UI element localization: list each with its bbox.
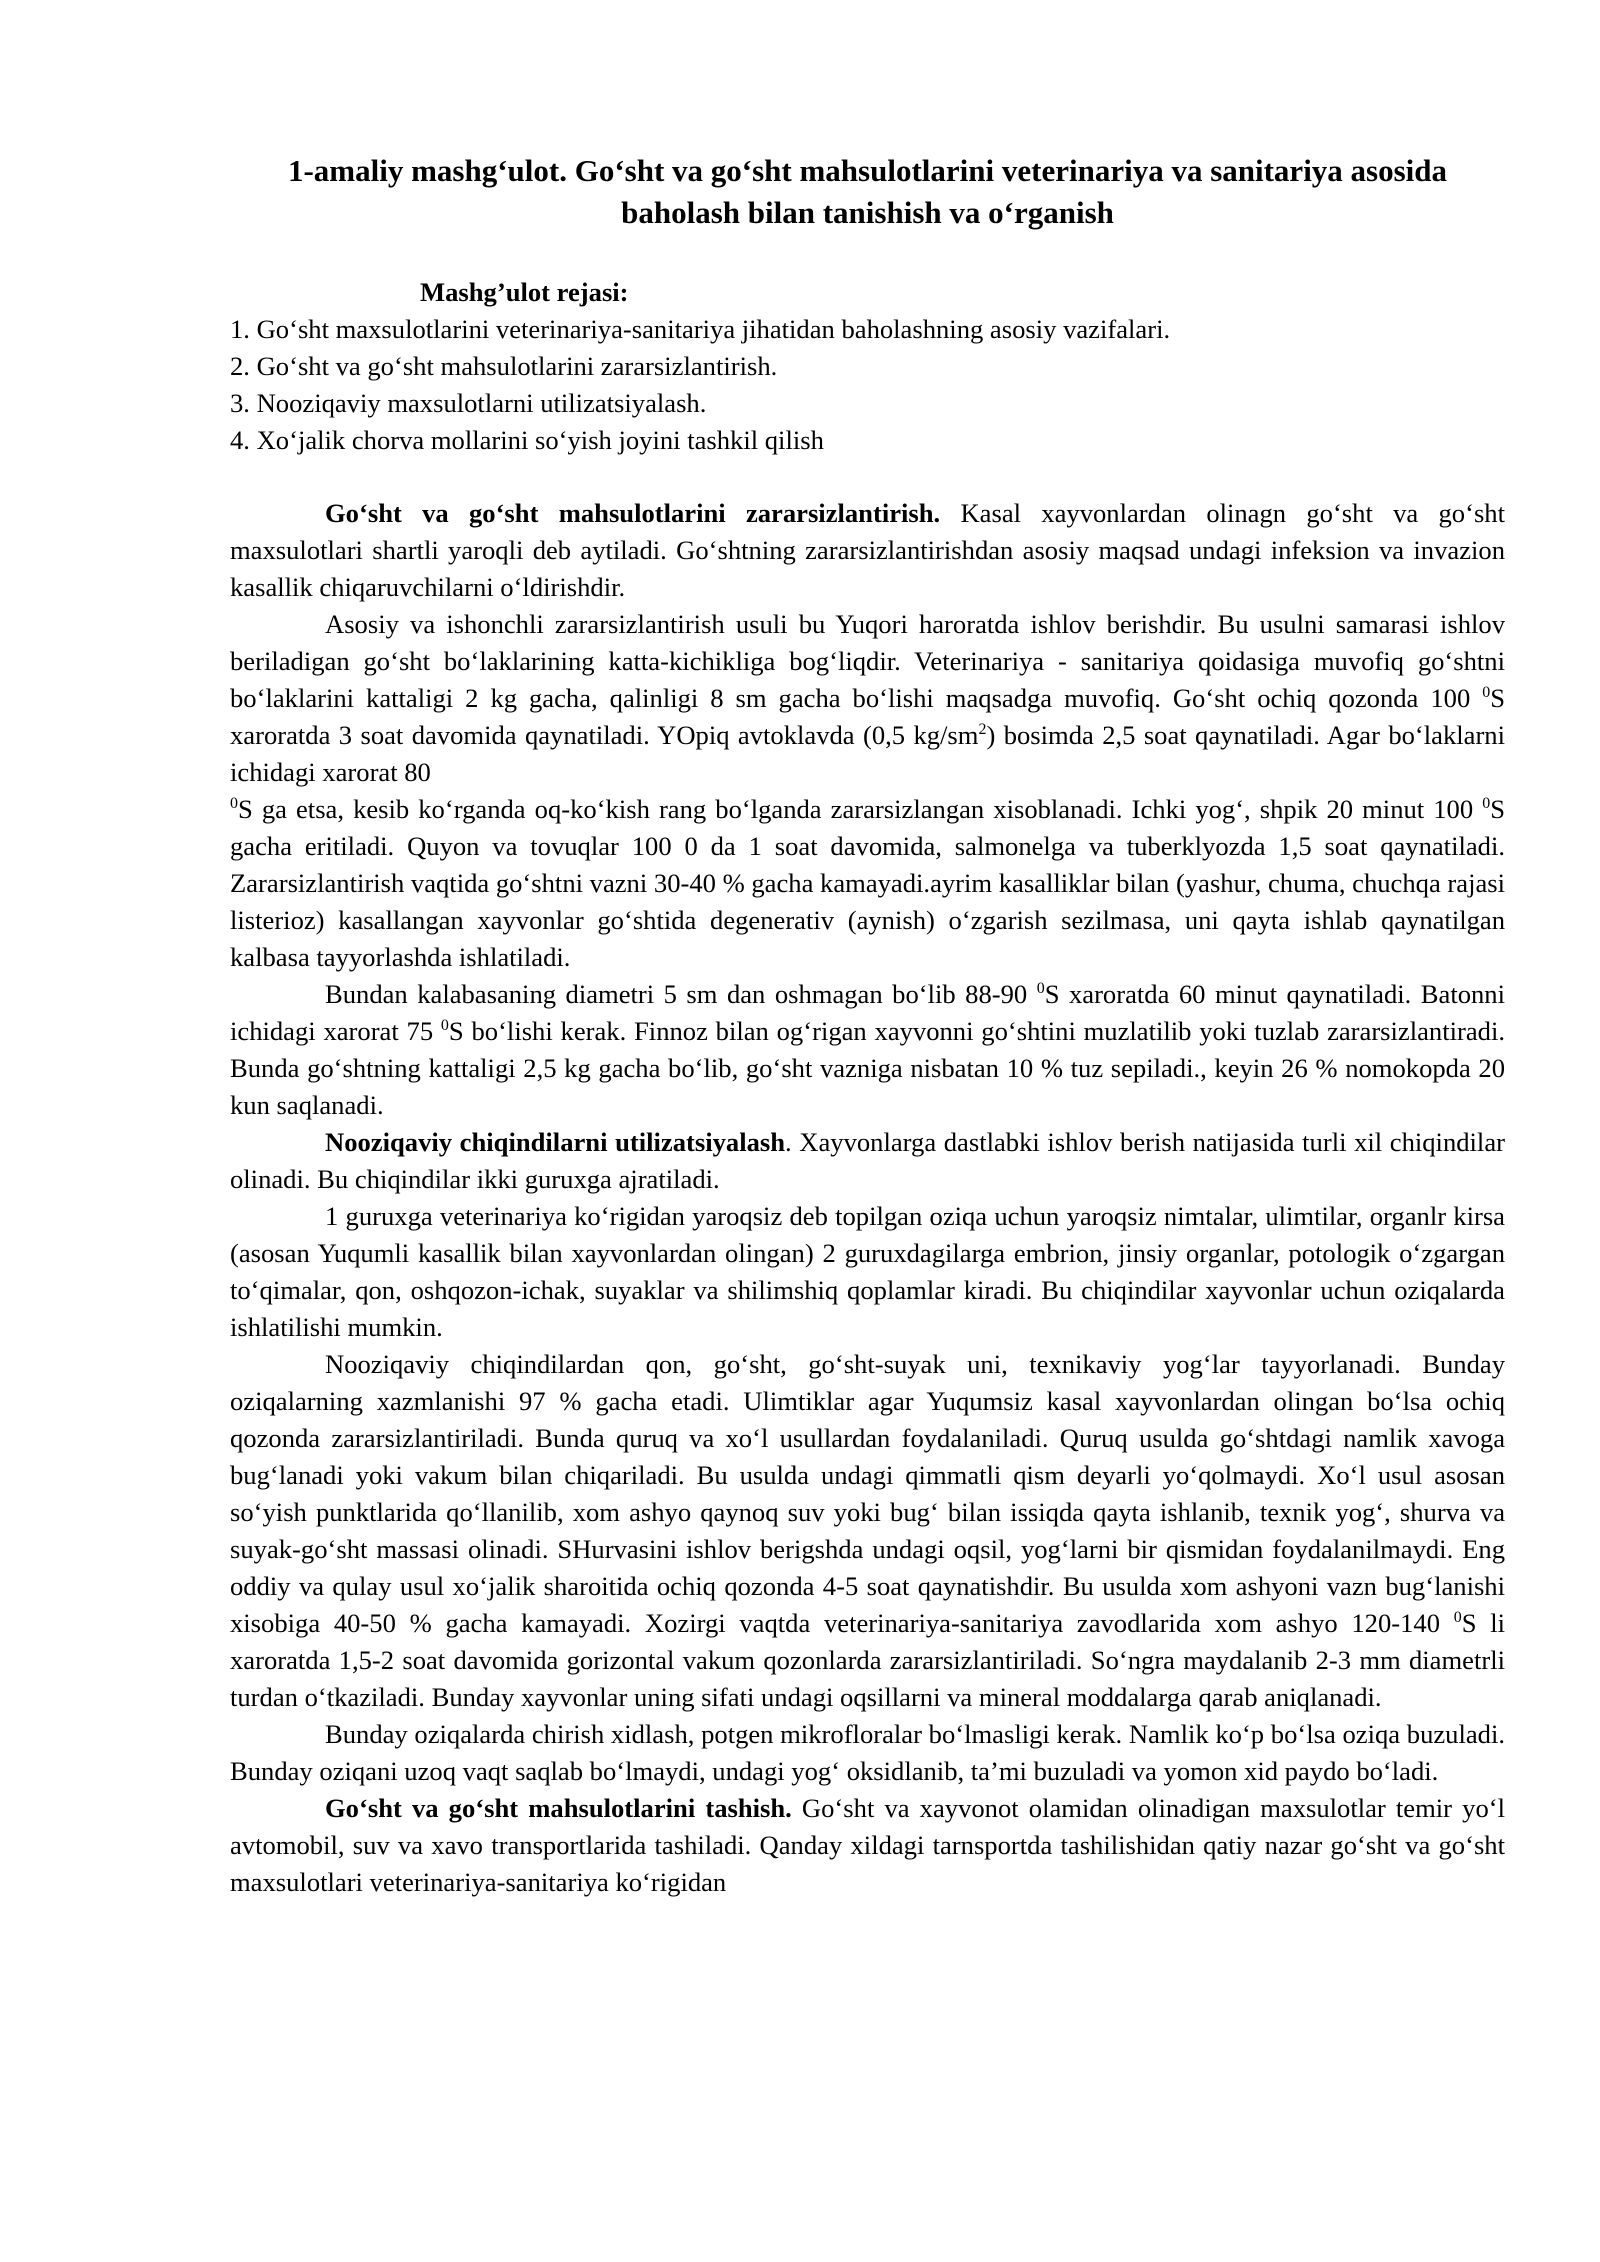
plan-item: 1. Go‘sht maxsulotlarini veterinariya-sanitariya jihatidan baholashning asosiy vazifalari. — [230, 314, 1171, 344]
degree-mark: 0 — [440, 1017, 449, 1035]
paragraph-text: . Xayvonlarga dastlabki ishlov berish natijasida turli xil chiqindilar olinadi. Bu chiqindilar ikki guruxga ajratiladi. — [230, 1127, 1505, 1194]
document-title: 1-amaliy mashg‘ulot. Go‘sht va go‘sht mahsulotlarini veterinariya va sanitariya asosida baholash bilan tanishish va o‘rganish — [287, 153, 1448, 230]
paragraph-storage: Bunday oziqalarda chirish xidlash, potgen mikrofloralar bo‘lmasligi kerak. Namlik ko‘p bo‘lsa oziqa buzuladi. Bunday oziqani uzoq vaqt saqlab bo‘lmaydi, undagi yog‘ oksidlanib, ta’mi buzuladi va yomon xid paydo bo‘ladi. — [230, 1719, 1505, 1786]
degree-mark: 0 — [230, 795, 238, 813]
paragraph-text: Go‘sht va xayvonot olamidan olinadigan maxsulotlar temir yo‘l avtomobil, suv va xavo transportlarida tashiladi. Qanday xildagi tarnsportda tashilishidan qatiy nazar go‘sht va go‘sht maxsulotlari veterinariya-sanitariya ko‘rigidan — [230, 1793, 1505, 1897]
paragraph-text: S xaroratda 60 minut qaynatiladi. Batonni ichidagi xarorat 75 — [230, 979, 1505, 1046]
paragraph-text: S xaroratda 3 soat davomida qaynatiladi. YOpiq avtoklavda (0,5 kg/sm — [230, 683, 1505, 750]
paragraph-feeds — [230, 1346, 1505, 1716]
paragraph-disinfection — [230, 495, 1505, 606]
paragraph-text: S bo‘lishi kerak. Finnoz bilan og‘rigan xayvonni go‘shtini muzlatilib yoki tuzlab zararsizlantiradi. Bunda go‘shtning kattaligi 2,5 kg gacha bo‘lib, go‘sht vazniga nisbatan 10 % tuz sepiladi., keyin 26 % nomokopda 20 kun saqlanadi. — [230, 1016, 1505, 1120]
plan-item: 3. Nooziqaviy maxsulotlarni utilizatsiyalash. — [230, 388, 707, 418]
plan-item: 4. Xo‘jalik chorva mollarini so‘yish joyini tashkil qilish — [230, 425, 824, 455]
paragraph-heat-treatment — [230, 606, 1505, 976]
paragraph-groups: 1 guruxga veterinariya ko‘rigidan yaroqsiz deb topilgan oziqa uchun yaroqsiz nimtalar, ulimtilar, organlr kirsa (asosan Yuqumli kasallik bilan xayvonlardan olingan) 2 guruxdagilarga embrion, jinsiy organlar, potologik o‘zgargan to‘qimalar, qon, oshqozon-ichak, suyaklar va shilimshiq qoplamlar kiradi. Bu chiqindilar xayvonlar uchun oziqalarda ishlatilishi mumkin. — [230, 1201, 1505, 1342]
paragraph-text: Asosiy va ishonchli zararsizlantirish usuli bu Yuqori haroratda ishlov berishdir. Bu usulni samarasi ishlov beriladigan go‘sht bo‘laklarining katta-kichikliga bog‘liqdir. Veterinariya - sanitariya qoidasiga muvofiq go‘shtni bo‘laklarini kattaligi 2 kg gacha, qalinligi 8 sm gacha bo‘lishi maqsadga muvofiq. Go‘sht ochiq qozonda 100 — [230, 609, 1505, 713]
squared-mark: 2 — [978, 721, 987, 739]
section-heading-utilization: Nooziqaviy chiqindilarni utilizatsiyalash — [325, 1127, 786, 1157]
degree-mark: 0 — [1036, 980, 1045, 998]
spacer — [230, 459, 1505, 495]
section-heading-transport: Go‘sht va go‘sht mahsulotlarini tashish. — [325, 1793, 792, 1823]
paragraph-text: Nooziqaviy chiqindilardan qon, go‘sht, go‘sht-suyak uni, texnikaviy yog‘lar tayyorlanadi. Bunday oziqalarning xazmlanishi 97 % gacha etadi. Ulimtiklar agar Yuqumsiz kasal xayvonlardan olingan bo‘lsa ochiq qozonda zararsizlantiriladi. Bunda quruq va xo‘l usullardan foydalaniladi. Quruq usulda go‘shtdagi namlik xavoga bug‘lanadi yoki vakum bilan chiqariladi. Bu usulda undagi qimmatli qism deyarli yo‘qolmaydi. Xo‘l usul asosan so‘yish punktlarida qo‘llanilib, xom ashyo qaynoq suv yoki bug‘ bilan issiqda qayta ishlanib, texnik yog‘, shurva va suyak-go‘sht massasi olinadi. SHurvasini ishlov berigshda undagi oqsil, yog‘larni bir qismidan foydalanilmaydi. Eng oddiy va qulay usul xo‘jalik sharoitida ochiq qozonda 4-5 soat qaynatishdir. Bu usulda xom ashyoni vazn bug‘lanishi xisobiga 40-50 % gacha kamayadi. Xozirgi vaqtda veterinariya-sanitariya zavodlarida xom ashyo 120-140 — [230, 1349, 1505, 1638]
paragraph-transport — [230, 1790, 1505, 1901]
plan-item: 2. Go‘sht va go‘sht mahsulotlarini zararsizlantirish. — [230, 351, 778, 381]
degree-mark: 0 — [1482, 684, 1491, 702]
paragraph-text: S gacha eritiladi. Quyon va tovuqlar 100 0 da 1 soat davomida, salmonelga va tuberklyozda 1,5 soat qaynatiladi. Zararsizlantirish vaqtida go‘shtni vazni 30-40 % gacha kamayadi.ayrim kasalliklar bilan (yashur, chuma, chuchqa rajasi listerioz) kasallangan xayvonlar go‘shtida degenerativ (aynish) o‘zgarish sezilmasa, uni qayta ishlab qaynatilgan kalbasa tayyorlashda ishlatiladi. — [230, 794, 1505, 972]
plan-heading: Mashg’ulot rejasi: — [420, 277, 629, 307]
paragraph-text: Kasal xayvonlardan olinagn go‘sht va go‘sht maxsulotlari shartli yaroqli deb aytiladi. Go‘shtning zararsizlantirishdan asosiy maqsad undagi infeksion va invazion kasallik chiqaruvchilarni o‘ldirishdir. — [230, 498, 1505, 602]
paragraph-utilization — [230, 1124, 1505, 1198]
paragraph-text: Bundan kalabasaning diametri 5 sm dan oshmagan bo‘lib 88-90 — [325, 979, 1037, 1009]
section-heading-disinfection: Go‘sht va go‘sht mahsulotlarini zararsizlantirish. — [325, 498, 941, 528]
degree-mark: 0 — [1482, 795, 1491, 813]
paragraph-sausage — [230, 976, 1505, 1124]
paragraph-text: ) bosimda 2,5 soat qaynatiladi. Agar bo‘laklarni ichidagi xarorat 80 — [230, 720, 1505, 787]
paragraph-text: S ga etsa, kesib ko‘rganda oq-ko‘kish rang bo‘lganda zararsizlangan xisoblanadi. Ichki yog‘, shpik 20 minut 100 — [237, 794, 1483, 824]
paragraph-text: S li xaroratda 1,5-2 soat davomida gorizontal vakum qozonlarda zararsizlantiriladi. So‘ngra maydalanib 2-3 mm diametrli turdan o‘tkaziladi. Bunday xayvonlar uning sifati undagi oqsillarni va mineral moddalarga qarab aniqlanadi. — [230, 1608, 1505, 1712]
plan-list — [230, 311, 1505, 459]
degree-mark: 0 — [1453, 1609, 1462, 1627]
